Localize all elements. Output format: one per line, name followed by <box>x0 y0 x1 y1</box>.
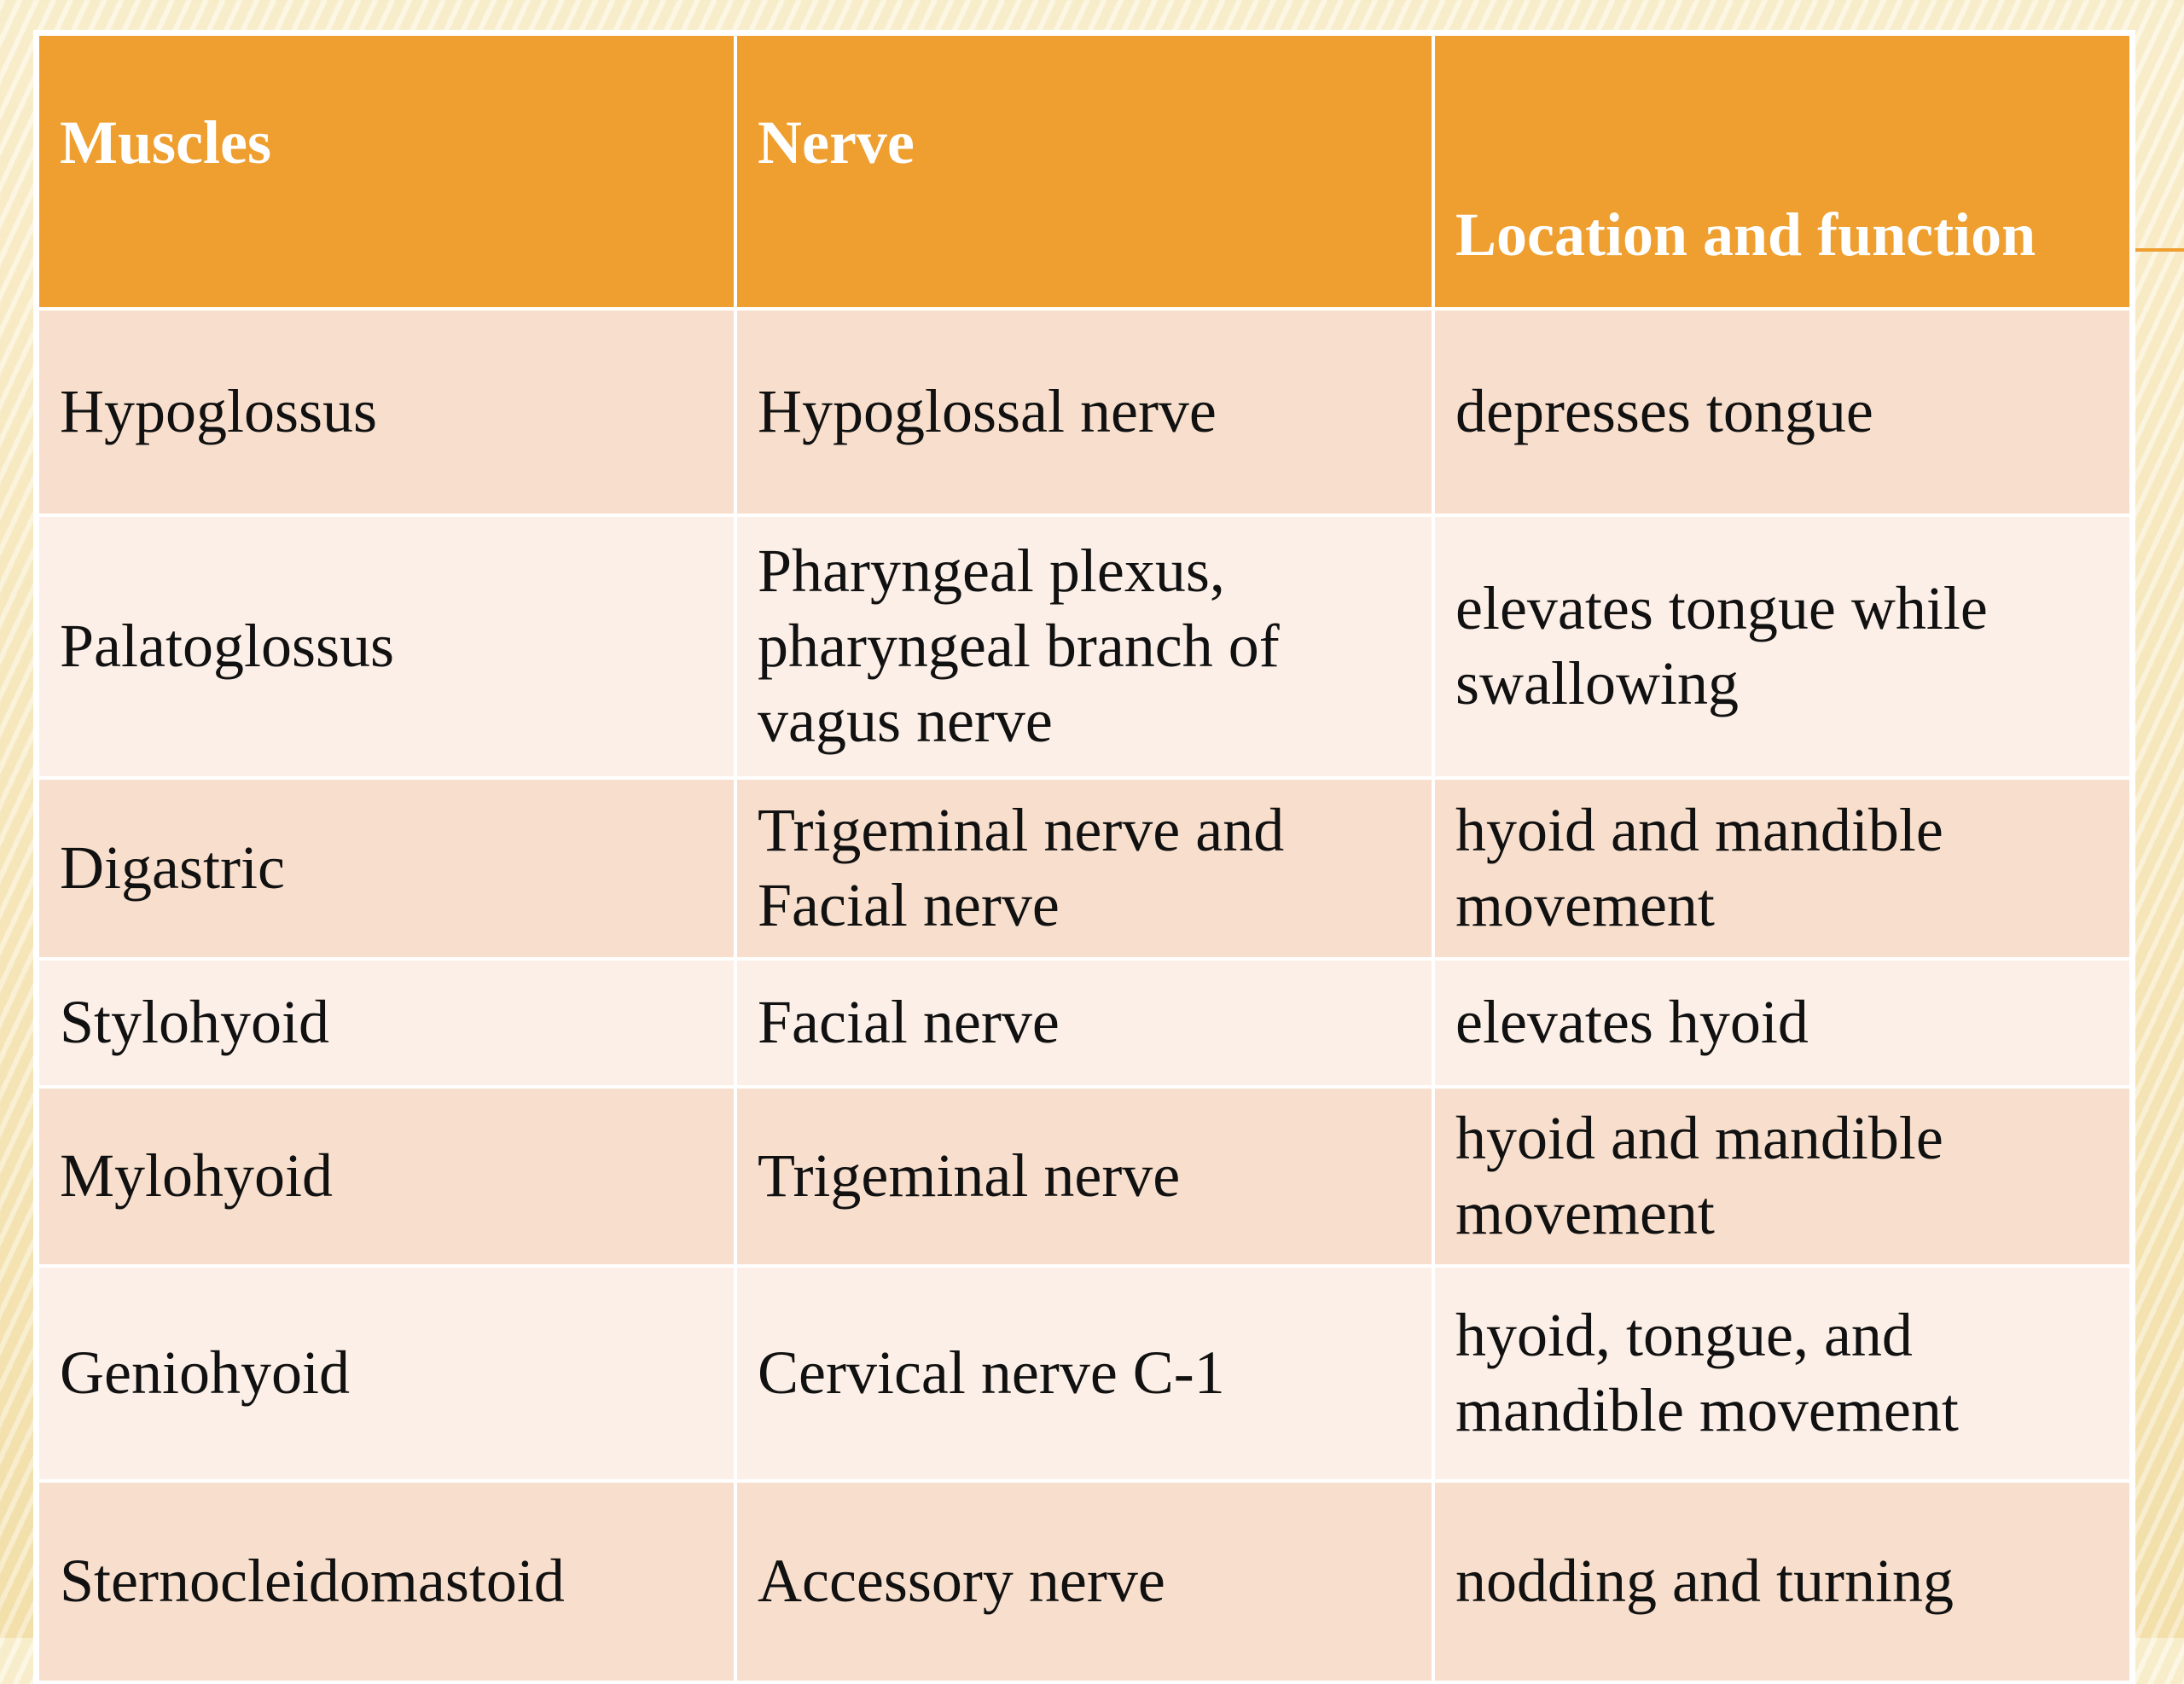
function-cell: depresses tongue <box>1433 309 2131 515</box>
table-row <box>38 959 2131 1087</box>
header-muscles: Muscles <box>38 34 735 309</box>
muscle-nerve-table <box>36 32 2133 1684</box>
table-row <box>38 1087 2131 1266</box>
table-row <box>38 309 2131 515</box>
nerve-cell: Trigeminal nerve <box>735 1087 1433 1266</box>
function-cell: nodding and turning <box>1433 1481 2131 1682</box>
table-row <box>38 515 2131 778</box>
function-cell: elevates hyoid <box>1433 959 2131 1087</box>
function-cell: hyoid and mandible movement <box>1433 778 2131 959</box>
nerve-cell: Accessory nerve <box>735 1481 1433 1682</box>
header-row <box>38 34 2131 309</box>
muscle-cell: Geniohyoid <box>38 1266 735 1481</box>
table-row <box>38 1266 2131 1481</box>
muscle-cell: Palatoglossus <box>38 515 735 778</box>
muscle-cell: Hypoglossus <box>38 309 735 515</box>
table-row <box>38 778 2131 959</box>
header-nerve: Nerve <box>735 34 1433 309</box>
nerve-cell: Cervical nerve C-1 <box>735 1266 1433 1481</box>
header-location-function: Location and function <box>1433 34 2131 309</box>
muscle-cell: Stylohyoid <box>38 959 735 1087</box>
function-cell: hyoid, tongue, and mandible movement <box>1433 1266 2131 1481</box>
muscle-cell: Digastric <box>38 778 735 959</box>
nerve-cell: Facial nerve <box>735 959 1433 1087</box>
nerve-cell: Pharyngeal plexus, pharyngeal branch of vagus nerve <box>735 515 1433 778</box>
table-row <box>38 1481 2131 1682</box>
muscle-cell: Sternocleidomastoid <box>38 1481 735 1682</box>
nerve-cell: Hypoglossal nerve <box>735 309 1433 515</box>
accent-line <box>2133 248 2184 252</box>
nerve-cell: Trigeminal nerve and Facial nerve <box>735 778 1433 959</box>
muscle-cell: Mylohyoid <box>38 1087 735 1266</box>
function-cell: elevates tongue while swallowing <box>1433 515 2131 778</box>
function-cell: hyoid and mandible movement <box>1433 1087 2131 1266</box>
